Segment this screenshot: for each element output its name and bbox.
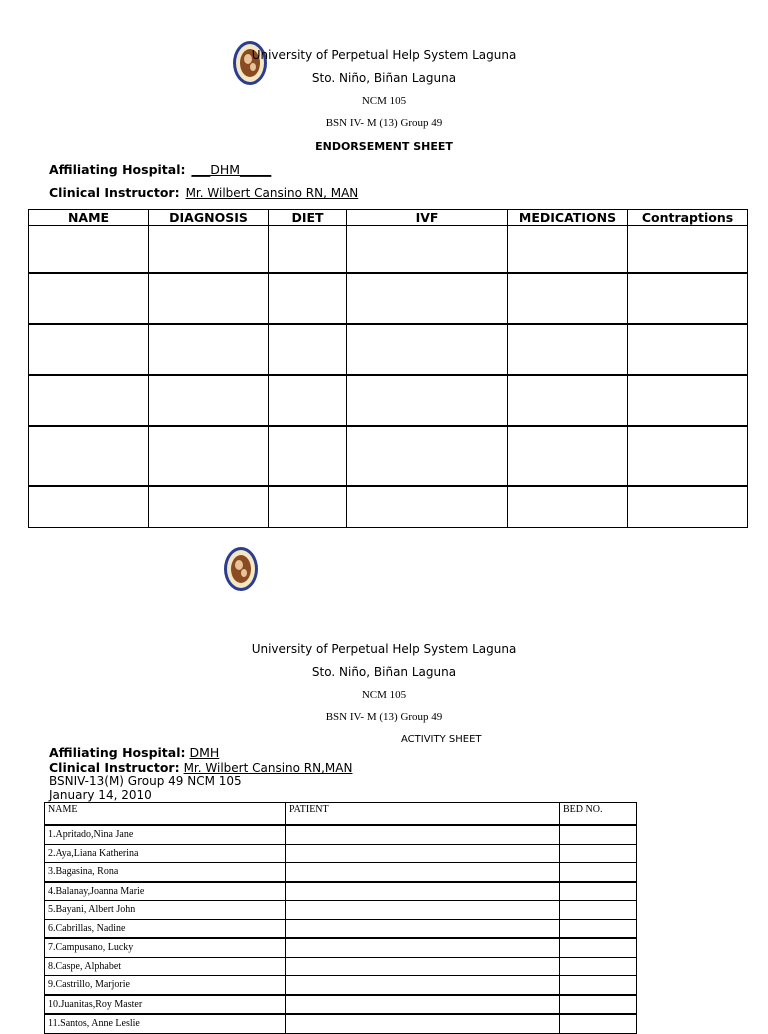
table-cell[interactable] [269,273,347,324]
table-row [45,901,637,920]
table-cell[interactable] [508,273,628,324]
table-cell[interactable] [149,486,269,528]
patient-cell[interactable] [286,919,560,938]
table-row [29,486,748,528]
group-line: BSNIV-13(M) Group 49 NCM 105 [49,774,242,788]
university-address: Sto. Niño, Biñan Laguna [311,71,457,85]
patient-cell[interactable] [286,901,560,920]
table-cell[interactable] [149,273,269,324]
endorsement-table [28,209,748,528]
table-row [45,863,637,882]
section-label-2: BSN IV- M (13) Group 49 [325,711,443,723]
date-line: January 14, 2010 [49,788,152,802]
table-row [45,957,637,976]
table-cell[interactable] [347,486,508,528]
student-name: 10.Juanitas,Roy Master [45,995,286,1015]
table-cell[interactable] [29,273,149,324]
university-name: University of Perpetual Help System Laguna [251,48,517,62]
bed-cell[interactable] [560,901,637,920]
table-cell[interactable] [628,375,748,426]
student-name: 9.Castrillo, Marjorie [45,976,286,995]
patient-cell[interactable] [286,995,560,1015]
col-header-diagnosis: DIAGNOSIS [149,210,269,226]
student-name: 11.Santos, Anne Leslie [45,1014,286,1033]
bed-cell[interactable] [560,995,637,1015]
table-cell[interactable] [628,226,748,273]
table-row [45,919,637,938]
table-cell[interactable] [628,426,748,486]
student-name: 5.Bayani, Albert John [45,901,286,920]
col-header-student-name: NAME [45,803,286,826]
table-cell[interactable] [149,226,269,273]
table-cell[interactable] [269,426,347,486]
course-code-2: NCM 105 [361,689,407,701]
hospital-value: ___DHM_____ [191,162,272,177]
table-cell[interactable] [347,226,508,273]
bed-cell[interactable] [560,957,637,976]
table-cell[interactable] [347,324,508,375]
sheet-title: ENDORSEMENT SHEET [315,140,453,153]
hospital-label-2: Affiliating Hospital: [49,745,186,760]
table-cell[interactable] [508,375,628,426]
bed-cell[interactable] [560,919,637,938]
table-cell[interactable] [149,375,269,426]
table-row [29,324,748,375]
col-header-medications: MEDICATIONS [508,210,628,226]
table-cell[interactable] [29,226,149,273]
patient-cell[interactable] [286,882,560,901]
endorsement-header-row [29,210,748,226]
instructor-value: Mr. Wilbert Cansino RN, MAN [185,186,359,200]
patient-cell[interactable] [286,976,560,995]
student-name: 3.Bagasina, Rona [45,863,286,882]
hospital-label: Affiliating Hospital: [49,162,186,177]
activity-table [44,802,637,1034]
table-cell[interactable] [628,486,748,528]
table-row [45,995,637,1015]
university-address-2: Sto. Niño, Biñan Laguna [311,665,457,679]
table-cell[interactable] [508,324,628,375]
university-seal-logo-2 [223,546,259,596]
table-row [45,825,637,844]
table-cell[interactable] [508,226,628,273]
bed-cell[interactable] [560,844,637,863]
instructor-label: Clinical Instructor: [49,185,180,200]
table-cell[interactable] [269,324,347,375]
bed-cell[interactable] [560,938,637,957]
hospital-value-2: DMH [189,745,220,760]
table-cell[interactable] [628,273,748,324]
table-row [45,938,637,957]
table-row [29,375,748,426]
section-label: BSN IV- M (13) Group 49 [325,117,443,129]
instructor-value-2: Mr. Wilbert Cansino RN,MAN [183,761,353,775]
patient-cell[interactable] [286,825,560,844]
table-row [29,226,748,273]
patient-cell[interactable] [286,957,560,976]
table-cell[interactable] [347,426,508,486]
activity-header-row [45,803,637,826]
affiliating-hospital-line [49,162,271,177]
table-row [29,273,748,324]
patient-cell[interactable] [286,863,560,882]
student-name: 1.Apritado,Nina Jane [45,825,286,844]
table-cell[interactable] [269,486,347,528]
student-name: 2.Aya,Liana Katherina [45,844,286,863]
student-name: 7.Campusano, Lucky [45,938,286,957]
table-row [29,426,748,486]
table-row [45,882,637,901]
table-cell[interactable] [269,226,347,273]
bed-cell[interactable] [560,882,637,901]
col-header-patient: PATIENT [286,803,560,826]
table-cell[interactable] [149,324,269,375]
table-cell[interactable] [29,486,149,528]
table-row [45,976,637,995]
table-cell[interactable] [347,375,508,426]
table-row [45,844,637,863]
col-header-contraptions: Contraptions [628,210,748,226]
patient-cell[interactable] [286,938,560,957]
course-code: NCM 105 [361,95,407,107]
table-cell[interactable] [508,426,628,486]
student-name: 4.Balanay,Joanna Marie [45,882,286,901]
affiliating-hospital-line-2 [49,745,219,760]
col-header-bed-no: BED NO. [560,803,637,826]
bed-cell[interactable] [560,863,637,882]
table-cell[interactable] [628,324,748,375]
col-header-ivf: IVF [347,210,508,226]
table-cell[interactable] [347,273,508,324]
table-cell[interactable] [29,375,149,426]
student-name: 6.Cabrillas, Nadine [45,919,286,938]
table-cell[interactable] [269,375,347,426]
bed-cell[interactable] [560,825,637,844]
instructor-label-2: Clinical Instructor: [49,760,180,775]
table-cell[interactable] [508,486,628,528]
clinical-instructor-line [49,185,358,200]
col-header-name: NAME [29,210,149,226]
clinical-instructor-line-2 [49,760,352,775]
table-cell[interactable] [29,426,149,486]
table-cell[interactable] [149,426,269,486]
activity-sheet-title: ACTIVITY SHEET [401,734,482,745]
table-cell[interactable] [29,324,149,375]
col-header-diet: DIET [269,210,347,226]
bed-cell[interactable] [560,976,637,995]
patient-cell[interactable] [286,844,560,863]
student-name: 8.Caspe, Alphabet [45,957,286,976]
university-name-2: University of Perpetual Help System Laguna [251,642,517,656]
